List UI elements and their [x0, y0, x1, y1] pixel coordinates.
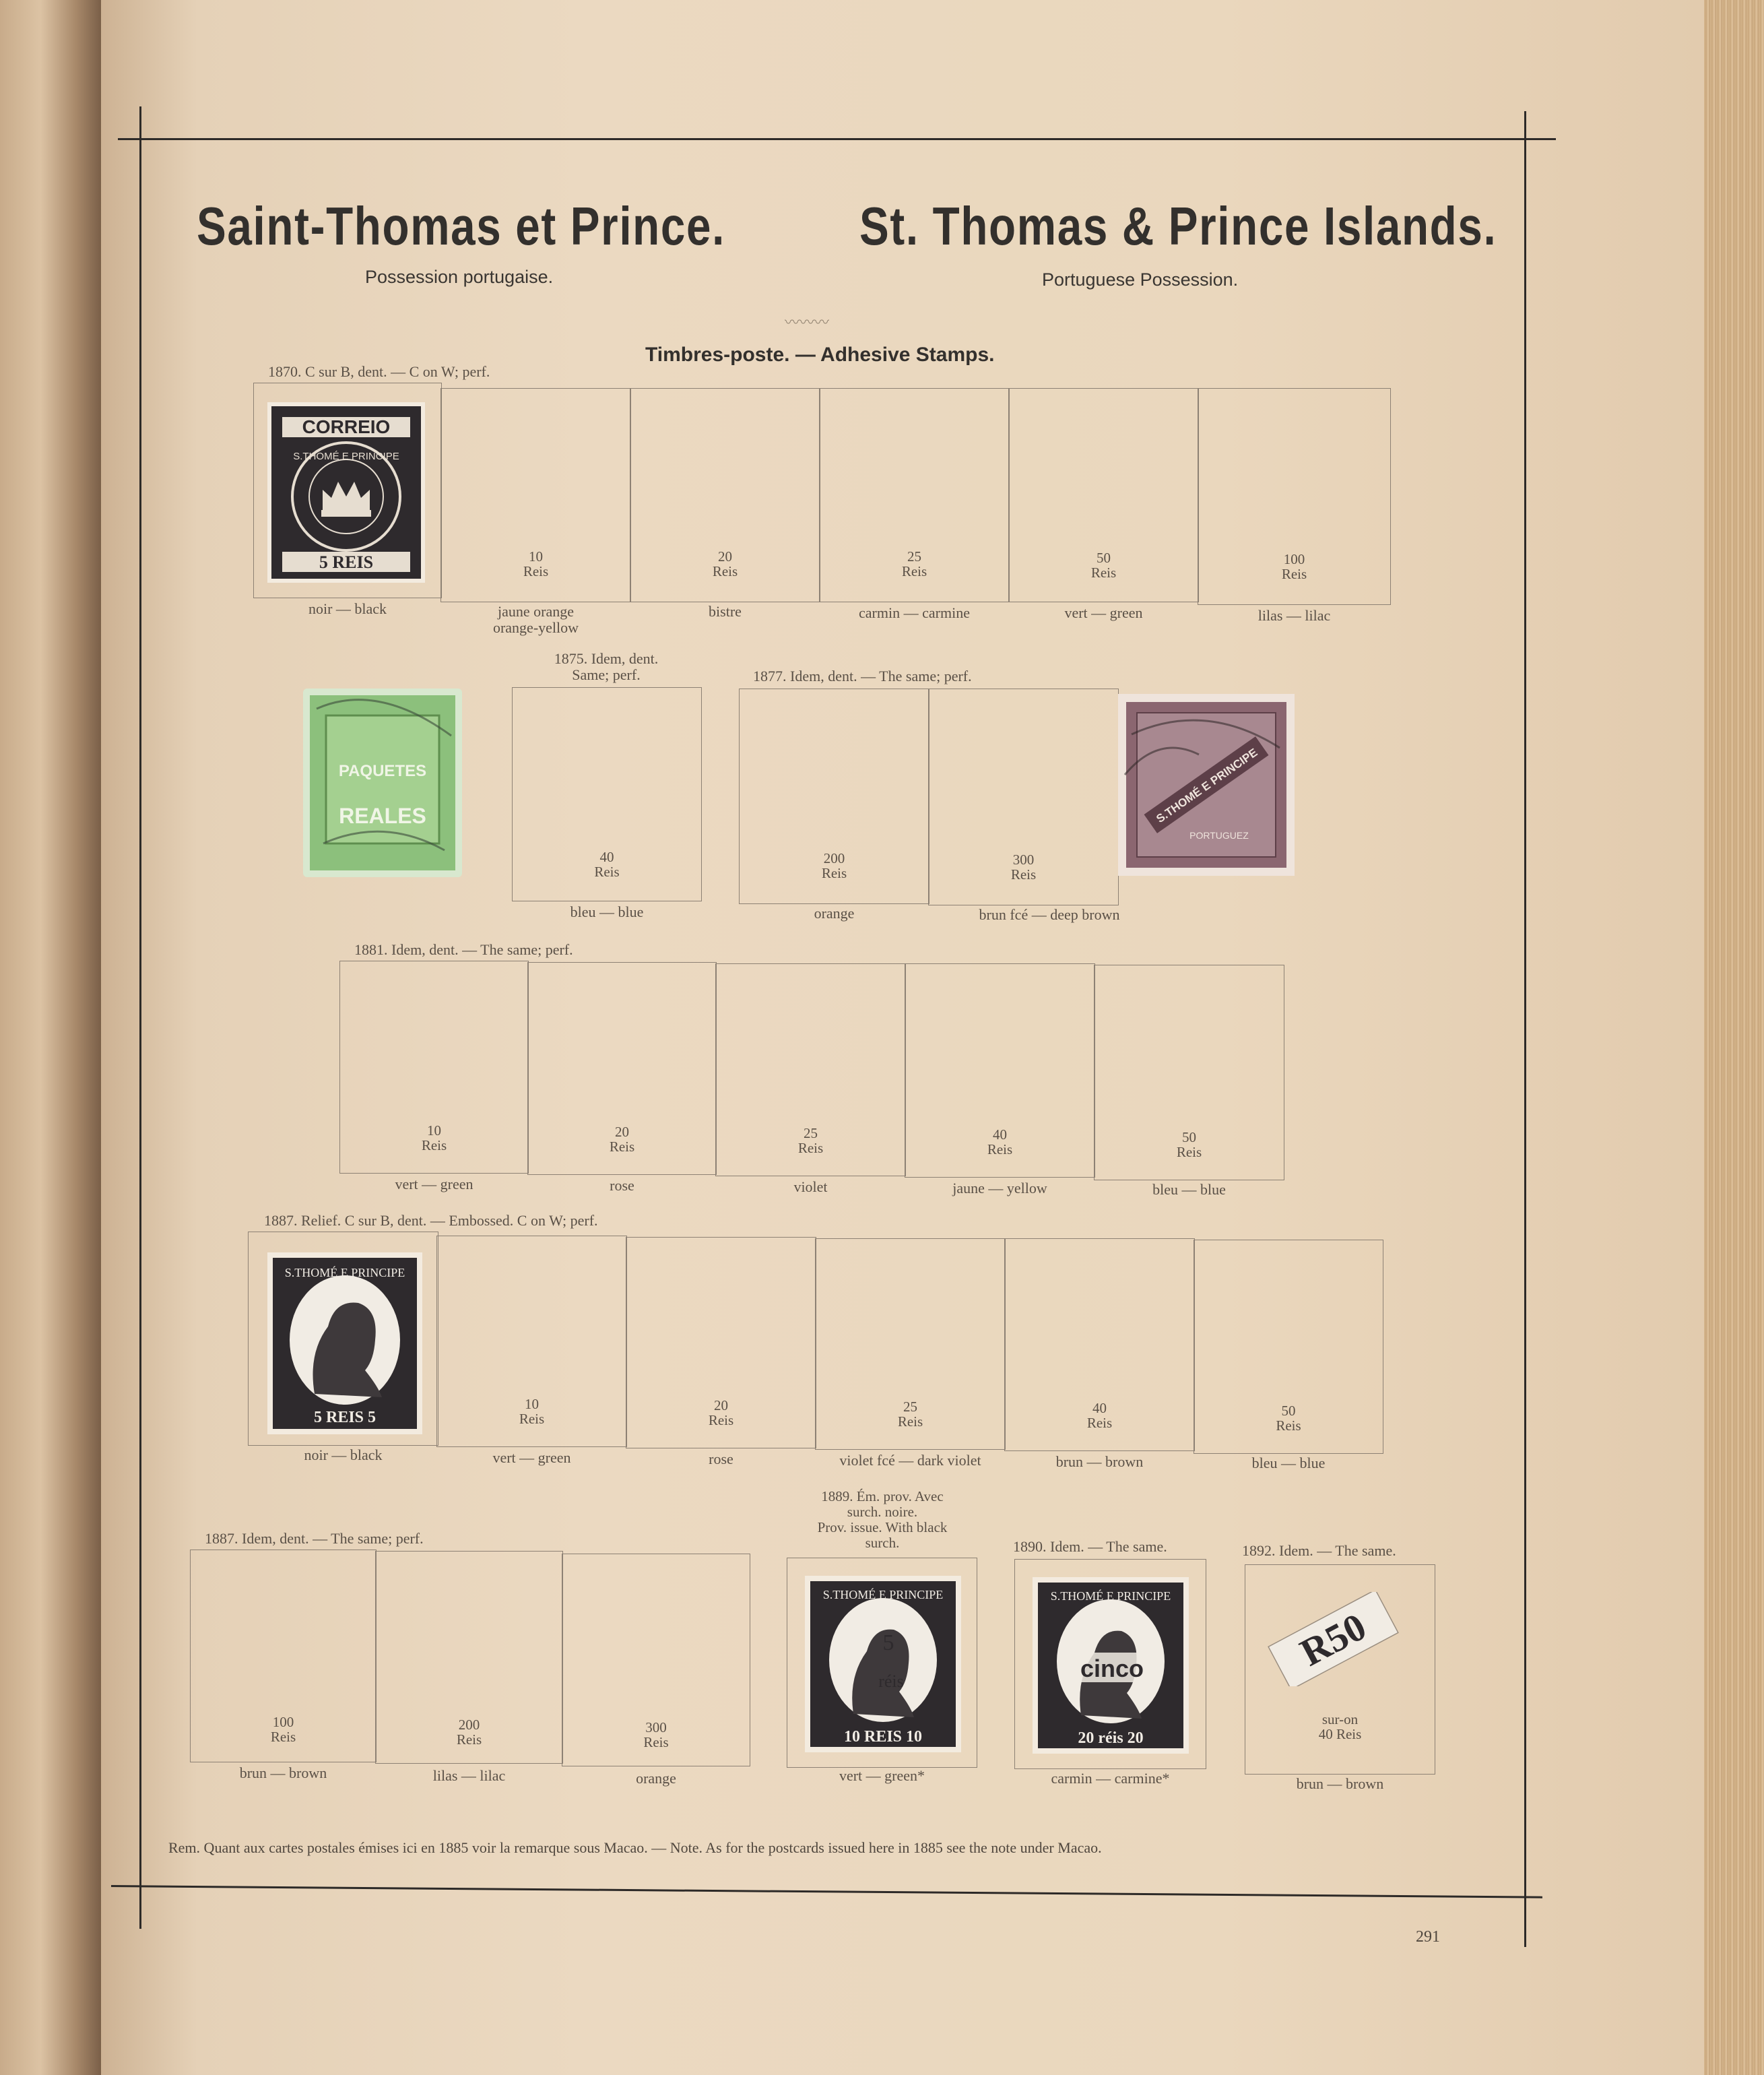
value-number: 40 [599, 849, 614, 865]
value-unit: Reis [594, 864, 620, 880]
value-unit: Reis [609, 1139, 635, 1155]
value-number: 10 [525, 1396, 539, 1412]
stamp-slot[interactable] [375, 1551, 563, 1764]
purple-newspaper-stamp [1118, 694, 1295, 876]
stamp-slot[interactable] [190, 1550, 377, 1762]
stamp-slot[interactable] [1194, 1240, 1383, 1454]
stamp-slot[interactable] [248, 1232, 438, 1446]
stamp-ring-text: S.THOMÉ E PRINCIPE [293, 451, 399, 462]
page-number: 291 [1416, 1928, 1440, 1946]
value-number: 200 [458, 1717, 480, 1733]
value-unit: Reis [643, 1734, 669, 1750]
stamp-bottom-text: 5 REIS 5 [313, 1409, 377, 1426]
color-caption: vert — green [395, 1176, 473, 1192]
stamp-ring-text: S.THOMÉ E PRINCIPE [284, 1266, 405, 1279]
value-unit: Reis [1276, 1417, 1301, 1434]
stamp-slot[interactable] [527, 962, 717, 1175]
stamp-slot[interactable] [819, 388, 1010, 602]
ornament-divider: 〰〰〰 [785, 314, 830, 331]
color-caption: vert — green [1064, 604, 1143, 621]
color-caption: carmin — carmine [859, 604, 970, 621]
row5-heading-c: 1890. Idem. — The same. [1013, 1538, 1167, 1555]
stamp-slot[interactable] [512, 687, 702, 901]
row5-heading-a: 1887. Idem, dent. — The same; perf. [205, 1530, 424, 1547]
section-heading: Timbres-poste. — Adhesive Stamps. [645, 344, 995, 366]
stamp-bottom-text: 5 REIS [319, 552, 374, 572]
color-caption: lilas — lilac [1257, 607, 1331, 624]
stamp-slot[interactable] [1245, 1564, 1435, 1775]
stamp-slot[interactable] [1014, 1559, 1206, 1769]
value-number: 300 [645, 1719, 667, 1735]
stamp-slot[interactable] [739, 689, 929, 904]
row5-heading-b1: 1889. Ém. prov. Avec [821, 1488, 944, 1504]
surcharge-value: 5 [882, 1630, 894, 1655]
green-stamp-text1: PAQUETES [338, 762, 427, 780]
color-caption: rose [709, 1450, 733, 1467]
page-title-english: St. Thomas & Prince Islands. [859, 196, 1497, 256]
king-luis-embossed-stamp [267, 1252, 422, 1434]
value-number: 200 [823, 850, 845, 866]
stamp-slot[interactable] [928, 689, 1119, 905]
stamp-slot[interactable] [440, 388, 631, 602]
value-unit: Reis [1086, 1415, 1113, 1431]
stamp-slot[interactable] [1094, 965, 1284, 1180]
color-caption: orange [636, 1770, 676, 1787]
value-unit: Reis [519, 1411, 545, 1427]
green-paquetes-stamp [303, 689, 462, 877]
value-unit: 40 Reis [1318, 1726, 1362, 1742]
row2-heading-a2: Same; perf. [572, 666, 641, 683]
value-number: 10 [529, 548, 543, 565]
surcharged-5-reis-stamp [805, 1576, 961, 1752]
row1-heading: 1870. C sur B, dent. — C on W; perf. [268, 363, 490, 380]
surcharged-cinco-reis-stamp [1033, 1577, 1189, 1754]
value-unit: Reis [897, 1413, 923, 1430]
surcharge-r50: R50 [1293, 1604, 1373, 1675]
color-caption: noir — black [304, 1446, 383, 1463]
row3-heading: 1881. Idem, dent. — The same; perf. [354, 941, 573, 958]
row5-heading-b2: surch. noire. [847, 1504, 918, 1520]
row5-heading-b3: Prov. issue. With black [817, 1519, 948, 1535]
green-stamp-text2: REALES [339, 804, 426, 828]
correio-crown-stamp [267, 402, 425, 583]
color-caption: violet fcé — dark violet [839, 1452, 981, 1469]
value-number: sur-on [1321, 1711, 1359, 1727]
book-page-edges [1704, 0, 1764, 2075]
color-caption-en: orange-yellow [492, 619, 579, 636]
stamp-slot[interactable] [815, 1238, 1006, 1450]
stamp-ring-text: S.THOMÉ E PRINCIPE [1050, 1589, 1171, 1603]
stamp-top-text: CORREIO [302, 416, 391, 437]
frame-top-rule [118, 138, 1556, 140]
subtitle-english: Portuguese Possession. [1042, 269, 1239, 290]
stamp-slot[interactable] [253, 383, 442, 598]
value-unit: Reis [712, 563, 738, 579]
color-caption: carmin — carmine* [1051, 1770, 1170, 1787]
value-number: 25 [804, 1125, 818, 1141]
value-unit: Reis [523, 563, 549, 579]
stamp-slot[interactable] [1198, 388, 1391, 605]
stamp-slot[interactable] [562, 1554, 750, 1766]
stamp-slot[interactable] [339, 961, 529, 1174]
row2-heading-b: 1877. Idem, dent. — The same; perf. [753, 668, 972, 684]
subtitle-french: Possession portugaise. [365, 267, 554, 287]
footnote: Rem. Quant aux cartes postales émises ici en 1885 voir la remarque sous Macao. — Note. As for the postcards issued here in 1885 see the note under Macao. [168, 1839, 1102, 1856]
stamp-slot[interactable] [787, 1558, 977, 1768]
color-caption: brun — brown [1296, 1775, 1384, 1792]
book-gutter-left [0, 0, 101, 2075]
value-number: 40 [993, 1126, 1007, 1143]
value-number: 100 [272, 1714, 294, 1730]
value-unit: Reis [987, 1141, 1013, 1157]
frame-left-rule [139, 106, 141, 1929]
page-title-french: Saint-Thomas et Prince. [197, 196, 726, 256]
value-unit: Reis [821, 865, 847, 881]
stamp-slot[interactable] [630, 388, 820, 602]
color-caption: vert — green [492, 1449, 571, 1466]
value-number: 100 [1283, 551, 1305, 567]
value-number: 20 [714, 1397, 728, 1413]
value-unit: Reis [1176, 1144, 1202, 1160]
color-caption: bistre [709, 603, 742, 620]
color-caption: jaune — yellow [952, 1180, 1047, 1196]
color-caption: bleu — blue [1251, 1455, 1326, 1471]
stamp-slot[interactable] [626, 1237, 816, 1448]
stamp-bottom-text: 10 REIS 10 [843, 1728, 923, 1746]
color-caption: rose [610, 1177, 634, 1194]
color-caption: bleu — blue [570, 903, 644, 920]
value-unit: Reis [708, 1412, 734, 1428]
stamp-slot[interactable] [715, 963, 906, 1176]
value-number: 300 [1012, 852, 1035, 868]
value-unit: Reis [421, 1137, 447, 1153]
value-unit: Reis [1281, 566, 1307, 582]
value-number: 50 [1281, 1403, 1296, 1419]
value-number: 10 [427, 1122, 441, 1139]
color-caption: vert — green* [839, 1767, 925, 1784]
row4-heading: 1887. Relief. C sur B, dent. — Embossed. C on W; perf. [264, 1212, 598, 1229]
stamp-ring-text: S.THOMÉ E PRINCIPE [822, 1588, 944, 1601]
color-caption: brun — brown [239, 1764, 327, 1781]
color-caption: brun fcé — deep brown [979, 906, 1120, 923]
value-number: 50 [1182, 1129, 1196, 1145]
surcharge-word: cinco [1080, 1655, 1144, 1682]
color-caption: lilas — lilac [432, 1767, 506, 1784]
color-caption: jaune orange [498, 603, 574, 620]
stamp-slot[interactable] [905, 963, 1095, 1178]
color-caption: bleu — blue [1152, 1181, 1226, 1198]
row2-heading-a1: 1875. Idem, dent. [554, 650, 659, 667]
r50-surcharge-label [1266, 1592, 1400, 1686]
color-caption: noir — black [308, 600, 387, 617]
stamp-slot[interactable] [436, 1236, 627, 1447]
stamp-bottom-text: 20 réis 20 [1078, 1729, 1144, 1747]
row5-heading-d: 1892. Idem. — The same. [1242, 1542, 1396, 1559]
value-unit: Reis [270, 1729, 296, 1745]
value-number: 20 [718, 548, 732, 565]
value-unit: Reis [1010, 866, 1037, 883]
color-caption: brun — brown [1055, 1453, 1144, 1470]
value-number: 25 [903, 1399, 917, 1415]
value-number: 50 [1097, 550, 1111, 566]
value-number: 40 [1092, 1400, 1107, 1416]
color-caption: violet [793, 1178, 828, 1195]
stamp-slot[interactable] [1004, 1238, 1195, 1451]
value-unit: Reis [1090, 565, 1117, 581]
value-number: 20 [615, 1124, 629, 1140]
row5-heading-b4: surch. [865, 1535, 900, 1551]
purple-stamp-small: PORTUGUEZ [1189, 830, 1249, 841]
color-caption: orange [814, 905, 855, 922]
purple-stamp-text: S.THOMÉ E PRINCIPE [1154, 746, 1260, 826]
surcharge-unit: réis [878, 1671, 904, 1691]
value-unit: Reis [456, 1731, 482, 1748]
value-unit: Reis [797, 1140, 824, 1156]
stamp-slot[interactable] [1008, 388, 1199, 602]
value-unit: Reis [901, 563, 927, 579]
value-number: 25 [907, 548, 921, 565]
frame-right-rule [1524, 111, 1526, 1947]
